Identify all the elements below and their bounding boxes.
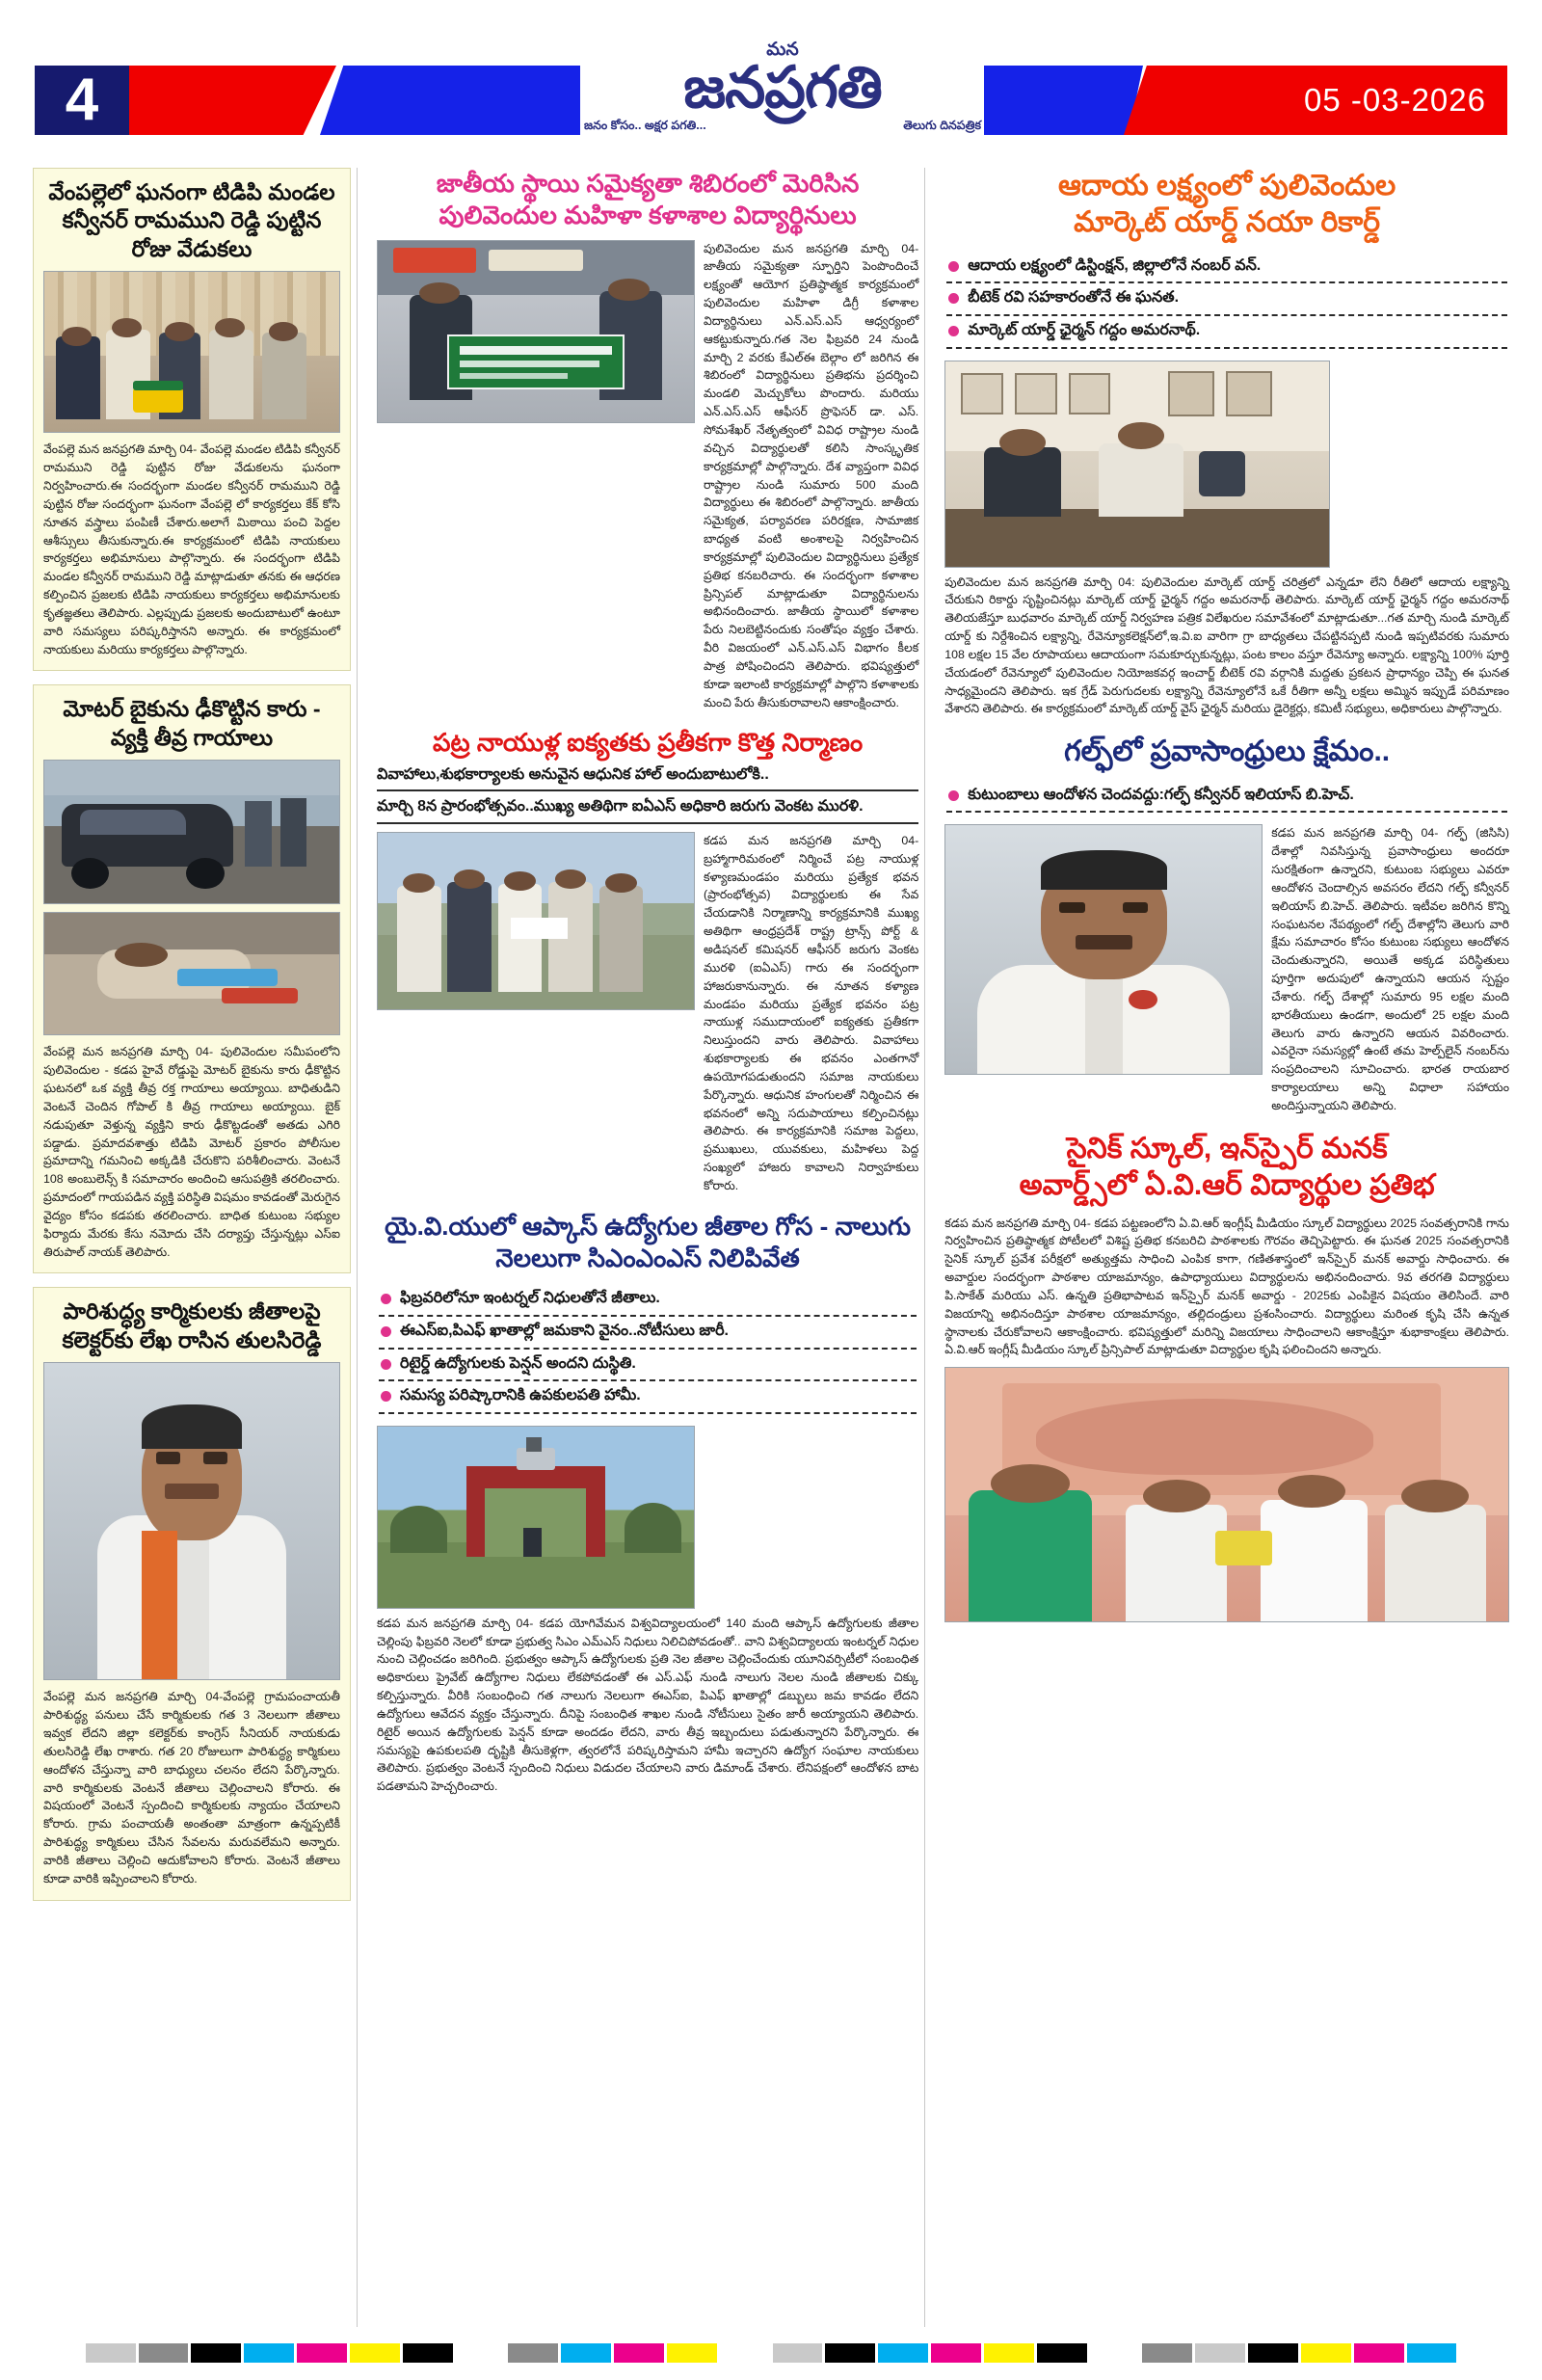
photo-gulf-convener-portrait — [944, 824, 1263, 1075]
tagline-left: జనం కోసం.. అక్షర పగతి... — [584, 118, 706, 132]
color-swatch — [773, 2343, 823, 2363]
color-swatch — [456, 2343, 506, 2363]
body-text: కడప మన జనప్రగతి మార్చి 04- గల్ఫ్ (జిసిసి) దేశాల్లో నివసిస్తున్న ప్రవాసాంధ్రులు అందరూ సురక్షితంగా ఉన్నారని, కుటుంబ సభ్యులు ఎవరూ ఆందోళన చెందాల్సిన అవసరం లేదని గల్ఫ్ కన్వీనర్ ఇలియాస్ బి.హెచ్. తెలిపారు. ఇటీవల జరిగిన కొన్ని సంఘటనల నేపథ్యంలో గల్ఫ్ దేశాల్లోని తెలుగు వారి క్షేమ సమాచారం కోసం కుటుంబ సభ్యులు ఆందోళన చెందుతున్నారని, అయితే అక్కడ పరిస్థితులు పూర్తిగా అదుపులో ఉన్నాయని ఆయన స్పష్టం చేశారు. గల్ఫ్ దేశాల్లో సుమారు 95 లక్షల మంది భారతీయులు ఉండగా, అందులో 25 లక్షల మంది తెలుగు వారు ఉన్నారని ఆయన వివరించారు. ఎవరైనా సమస్యల్లో ఉంటే తమ హెల్ప్‌లైన్ నంబర్‌ను సంప్రదించాలని సూచించారు. భారత రాయబార కార్యాలయాలు అన్ని విధాలా సహాయం అందిస్తున్నాయని తెలిపారు. — [1271, 826, 1509, 1112]
story-gulf-nri-safe — [944, 734, 1509, 1114]
color-swatch — [244, 2343, 294, 2363]
story-bike-accident — [33, 684, 351, 1273]
logo-taglines — [580, 119, 985, 136]
article-columns — [33, 168, 1509, 2327]
story-sanitation-workers-salary — [33, 1287, 351, 1900]
headline: యై.వి.యులో ఆప్కాస్ ఉద్యోగుల జీతాల గోస - నాలుగు నెలలుగా సిఎంఎంఎస్ నిలిపివేత — [385, 1211, 912, 1273]
body-text: కడప మన జనప్రగతి మార్చి 04- బ్రహ్మాగారిమఠంలో నిర్మించే పట్ర నాయుళ్ల కళ్యాణమండపం మరియు ప్రత్యేక భవన (ప్రారంభోత్సవ) విద్యార్థులకు ఈ సేవ చేయడానికి నిర్మాణాన్ని కార్యక్రమానికి ముఖ్య అతిథిగా ఆంధ్రప్రదేశ్ రాష్ట్ర ట్రాన్స్ పోర్ట్ & అడిషనల్ కమిషనర్ ఆఫీసర్ జరుగు వెంకట మురళి (ఐఏఎస్) గారు ఈ సందర్భంగా హాజరుకానున్నారు. ఈ నూతన కళ్యాణ మండపం మరియు ప్రత్యేక భవనం పట్ర నాయుళ్ల సముదాయంలో ఐక్యతకు ప్రతీకగా నిలుస్తుందని వారు తెలిపారు. వివాహాలు శుభకార్యాలకు ఈ భవనం ఎంతగానో ఉపయోగపడుతుందని సమాజ నాయకులు పేర్కొన్నారు. ఆధునిక హంగులతో నిర్మించిన ఈ భవనంలో అన్ని సదుపాయాలు కల్పించినట్లు తెలిపారు. ఈ కార్యక్రమానికి సమాజ పెద్దలు, ప్రముఖులు, యువకులు, మహిళలు పెద్ద సంఖ్యలో హాజరు కావాలని నిర్వాహకులు కోరారు. — [703, 833, 919, 1192]
photo-vempalle-birthday-celebration — [43, 271, 340, 433]
column-divider-1 — [357, 168, 358, 2327]
color-swatch — [1037, 2343, 1087, 2363]
logo-title: జనప్రగతి — [683, 55, 882, 120]
bullet-list — [379, 1284, 917, 1413]
bullet-list — [946, 781, 1507, 814]
bullet-item: కుటుంబాలు ఆందోళన చెందవద్దు:గల్ఫ్ కన్వీనర్ ఇలియాస్ బి.హెచ్. — [946, 781, 1507, 814]
color-swatch — [1407, 2343, 1457, 2363]
bullet-item: రిటైర్డ్ ఉద్యోగులకు పెన్షన్ అందని దుస్థితి. — [379, 1350, 917, 1382]
color-swatch — [720, 2343, 770, 2363]
subheadline-1: వివాహాలు,శుభకార్యాలకు అనువైన ఆధునిక హాల్ అందుబాటులోకి.. — [377, 760, 918, 792]
color-swatch — [931, 2343, 981, 2363]
bullet-item: ఫిబ్రవరిలోనూ ఇంటర్నల్ నిధులతోనే జీతాలు. — [379, 1284, 917, 1317]
headline-line-2: అవార్డ్స్‌లో ఏ.వి.ఆర్ విద్యార్థుల ప్రతిభ — [1019, 1169, 1435, 1202]
color-swatch — [984, 2343, 1034, 2363]
story-university-salaries — [377, 1211, 918, 1796]
body-text: పులివెందుల మన జనప్రగతి మార్చి 04- జాతీయ సమైక్యతా స్ఫూర్తిని పెంపొందించే లక్ష్యంతో ఆయోగ ప్రతిష్ఠాత్మక కార్యక్రమంలో పులివెందుల మహిళా డిగ్రీ కళాశాల విద్యార్థినులు ఎన్.ఎస్.ఎస్ ఆధ్వర్యంలో ఆకట్టుకున్నారు.గత నెల ఫిబ్రవరి 24 నుండి మార్చి 2 వరకు కేఎల్ఈ బెల్గాం లో జరిగిన ఈ శిబిరంలో విద్యార్థినులు ప్రతిభను ప్రదర్శించి మండలి మెచ్చుకోలు పొందారు. మరియు ఎన్.ఎస్.ఎస్ ఆఫీసర్ ప్రొఫెసర్ డా. ఎస్. సోమశేఖర్ నేతృత్వంలో వివిధ రాష్ట్రాల నుండి వచ్చిన విద్యార్థులతో కలిసి సాంస్కృతిక కార్యక్రమాల్లో పాల్గొన్నారు. దేశ వ్యాప్తంగా వివిధ రాష్ట్రాల నుండి సుమారు 500 మంది విద్యార్థులు ఈ శిబిరంలో పాల్గొన్నారు. జాతీయ సమైక్యత, పర్యావరణ పరిరక్షణ, సామాజిక బాధ్యత వంటి అంశాలపై నిర్వహించిన కార్యక్రమాల్లో పులివెందుల విద్యార్థినులు ప్రత్యేక ప్రతిభ కనబరిచారు. ఈ సందర్భంగా కళాశాల ప్రిన్సిపల్ మాట్లాడుతూ విద్యార్థినులను అభినందించారు. జాతీయ స్థాయిలో కళాశాల పేరు నిలబెట్టినందుకు సంతోషం వ్యక్తం చేశారు. వీరి విజయంలో ఎన్.ఎస్.ఎస్ విభాగం కీలక పాత్ర పోషించిందని తెలిపారు. భవిష్యత్తులో కూడా ఇలాంటి కార్యక్రమాల్లో పాల్గొని కళాశాలకు మంచి పేరు తీసుకురావాలని ఆకాంక్షించారు. — [703, 241, 919, 709]
color-swatch — [350, 2343, 400, 2363]
right-column — [944, 168, 1509, 2327]
color-swatch — [297, 2343, 347, 2363]
body-text: వేంపల్లె మన జనప్రగతి మార్చి 04- వేంపల్లె మండల టిడిపి కన్వీనర్ రామముని రెడ్డి పుట్టిన రోజు వేడుకలను ఘనంగా నిర్వహించారు.ఈ సందర్భంగా మండల కన్వీనర్ రామముని రెడ్డి పుట్టిన రోజు సందర్భంగా ఘనంగా వేంపల్లె లో కార్యకర్తలు కేక్ కోసి నూతన వస్త్రాలు పంపిణీ చేశారు.అలాగే మిఠాయి పంచి పెద్దల ఆశీస్సులు తీసుకున్నారు.ఈ కార్యక్రమంలో టిడిపి నాయకులు కార్యకర్తలు అభిమానులు పాల్గొన్నారు. ఈ సందర్భంగా టిడిపి మండల కన్వీనర్ రామముని రెడ్డి మాట్లాడుతూ తనకు ఈ ఆధరణ కల్పించిన ప్రజలకు టిడిపి నాయకులు కార్యకర్తలు అభిమానులకు కృతజ్ఞతలు తెలిపారు. ఎల్లప్పుడు ప్రజలకు అందుబాటులో ఉంటూ వారి సమస్యలు పరిష్కరిస్తానని అన్నారు. ఈ కార్యక్రమంలో నాయకులు మరియు కార్యకర్తలు పాల్గొన్నారు. — [43, 442, 340, 656]
color-swatch — [403, 2343, 453, 2363]
story-vempalle-birthday — [33, 168, 351, 671]
color-swatch — [667, 2343, 717, 2363]
bullet-item: ఆదాయ లక్ష్యంలో డిస్టింక్షన్, జిల్లాలోనే నంబర్ వన్. — [946, 252, 1507, 284]
headline: పారిశుద్ధ్య కార్మికులకు జీతాలపై కలెక్టర్‌కు లేఖ రాసిన తులసిరెడ్డి — [62, 1298, 322, 1352]
photo-community-hall-handover — [377, 832, 695, 1010]
color-swatch — [1301, 2343, 1351, 2363]
masthead — [35, 40, 1507, 156]
subheadline-2: మార్చి 8న ప్రారంభోత్సవం..ముఖ్య అతిథిగా ఐఏఎస్ అధికారి జరుగు వెంకట మురళి. — [377, 791, 918, 824]
color-swatch — [139, 2343, 189, 2363]
photo-press-meet-officials — [944, 361, 1330, 568]
newspaper-logo — [580, 40, 985, 136]
story-market-yard-record — [944, 168, 1509, 718]
headline-line-1: ఆదాయ లక్ష్యంలో పులివెందుల — [1057, 170, 1396, 201]
body-text: వేంపల్లె మన జనప్రగతి మార్చి 04- పులివెందుల సమీపంలోని పులివెందుల - కడప హైవే రోడ్డుపై మోటర్ బైకును కారు ఢీకొట్టిన ఘటనలో ఒక వ్యక్తి తీవ్ర రక్త గాయాలు అయ్యాయి. బాధితుడిని వెంటనే చెందిన గోపాల్ కి తీవ్ర గాయాలు అయ్యాయి. బైక్ నడుపుతూ వెళ్తున్న వ్యక్తిని కారు ఢీకొట్టడంతో అతడు ఎగిరి పడ్డాడు. ప్రమాదవశాత్తు టిడిపి మోటర్ ప్రకారం పోలీసుల ప్రమాదాన్ని గమనించి అక్కడికి చేరుకొని పరిశీలించారు. వెంటనే 108 అంబులెన్స్ కి సమాచారం అందించి ఆసుపత్రికి తరలించారు. ప్రమాదంలో గాయపడిన వ్యక్తి పరిస్థితి విషమం కావడంతో మెరుగైన వైద్యం కోసం కడపకు తరలించారు. బాధిత కుటుంబ సభ్యుల ఫిర్యాదు మేరకు కేసు నమోదు చేసి దర్యాప్తు చేస్తున్నట్లు ఎస్ఐ తిరుపాల్ నాయక్ తెలిపారు. — [43, 1045, 340, 1259]
color-swatch — [86, 2343, 136, 2363]
body-text: కడప మన జనప్రగతి మార్చి 04- కడప పట్టణంలోని ఏ.వి.ఆర్ ఇంగ్లీష్ మీడియం స్కూల్ విద్యార్థులు 2025 సంవత్సరానికి గాను నిర్వహించిన ప్రతిష్ఠాత్మక పోటీలలో విశిష్ట ప్రతిభ కనబరిచి పాఠశాలకు గౌరవం తెచ్చిపెట్టారు. ఈ ఘనత 2025 సంవత్సరానికి సైనిక్ స్కూల్ ప్రవేశ పరీక్షలో అత్యుత్తమ సాధించి ఎంపిక కాగా, గణితశాస్త్రంలో ఇన్‌స్పైర్ మనక్ అవార్డు సాధించారు. ఈ అవార్డుల సందర్భంగా పాఠశాల యాజమాన్యం, ఉపాధ్యాయులు విద్యార్థులను అభినందించారు. 9వ తరగతి విద్యార్థులు పి.సాకేత్ మరియు ఎస్. ఉన్నతి ప్రతిభాపాటవ ఇన్‌స్పైర్ మనక్ అవార్డు - 2025కు ఎంపికైన విషయం తెలిసిందే. వారి విజయాన్ని అభినందిస్తూ పాఠశాల యాజమాన్యం, తల్లిదండ్రులు ప్రశంసించారు. విద్యార్థులు మరింత కృషి చేసి ఉన్నత స్థానాలకు చేరుకోవాలని ఆకాంక్షించారు. భవిష్యత్తులో మరిన్ని విజయాలు సాధించాలని ఆకాంక్షిస్తూ శుభాకాంక్షలు తెలిపారు. ఏ.వి.ఆర్ ఇంగ్లీష్ మీడియం స్కూల్ ప్రిన్సిపాల్ మాట్లాడుతూ విద్యార్థుల కృషి ఫలించిందని అన్నారు. — [944, 1216, 1509, 1357]
bullet-item: సమస్య పరిష్కారానికి ఉపకులపతి హామీ. — [379, 1381, 917, 1414]
body-text: వేంపల్లె మన జనప్రగతి మార్చి 04-వేంపల్లె గ్రామపంచాయతీ పారిశుద్ధ్య పనులు చేసే కార్మికులకు గత 3 నెలలుగా జీతాలు ఇవ్వక లేదని జిల్లా కలెక్టర్‌కు కాంగ్రెస్ సీనియర్ నాయకుడు తులసిరెడ్డి లేఖ రాశారు. గత 20 రోజులుగా పారిశుద్ధ్య కార్మికులు ఆందోళన చేస్తున్నా వారి బాధ్యులు చలనం లేదని పేర్కొన్నారు. వారి కార్మికులకు వెంటనే జీతాలు చెల్లించాలని కోరారు. ఈ విషయంలో వెంటనే స్పందించి కార్మికులకు న్యాయం చేయాలని కోరారు. గ్రామ పంచాయతీ అంతంతా మాత్రంగా ఉన్నప్పటికీ పారిశుద్ధ్య కార్మికులు చేసిన సేవలను మరువలేమని అన్నారు. వారికి జీతాలు చెల్లించి ఆదుకోవాలని కోరారు. వెంటనే జీతాలు కూడా వారికి ఇప్పించాలని కోరారు. — [43, 1690, 340, 1885]
color-swatch — [561, 2343, 611, 2363]
bullet-item: బీటెక్ రవి సహకారంతోనే ఈ ఘనత. — [946, 283, 1507, 316]
color-swatch — [33, 2343, 83, 2363]
color-swatch — [1142, 2343, 1192, 2363]
headline-line-1: సైనిక్ స్కూల్, ఇన్‌స్పైర్ మనక్ — [1066, 1132, 1388, 1164]
color-swatch — [1195, 2343, 1245, 2363]
headline: గల్ఫ్‌లో ప్రవాసాంధ్రులు క్షేమం.. — [1064, 735, 1391, 768]
color-swatch — [508, 2343, 558, 2363]
color-swatch — [1459, 2343, 1509, 2363]
story-avr-students-awards — [944, 1131, 1509, 1623]
left-column — [33, 168, 351, 2327]
masthead-blue-left-band — [320, 66, 580, 135]
tagline-right: తెలుగు దినపత్రిక — [903, 118, 981, 132]
photo-students-drawing-award — [944, 1367, 1509, 1622]
bullet-list — [946, 252, 1507, 349]
logo-prefix: మన — [766, 40, 799, 60]
bullet-item: మార్కెట్ యార్డ్ ఛైర్మన్ గద్దం అమరనాథ్. — [946, 316, 1507, 349]
bullet-item: ఈఎస్ఐ,పిఎఫ్ ఖాతాల్లో జమకాని వైనం..నోటీసులు జారీ. — [379, 1317, 917, 1350]
color-swatch — [878, 2343, 928, 2363]
headline-line-2: మార్కెట్ యార్డ్ నయా రికార్డ్ — [1074, 206, 1381, 239]
color-swatch — [614, 2343, 664, 2363]
color-registration-bar — [33, 2343, 1509, 2363]
body-text: కడప మన జనప్రగతి మార్చి 04- కడప యోగివేమన విశ్వవిద్యాలయంలో 140 మంది ఆప్కాస్ ఉద్యోగులకు జీతాల చెల్లింపు ఫిబ్రవరి నెలలో కూడా ప్రభుత్వ సిఎం ఎమ్ఎస్ నిధులు నిలిచిపోవడంతో.. వాని విశ్వవిద్యాలయ ఇంటర్నల్ నిధుల నుంచి చెల్లించడం జరిగింది. ప్రభుత్వం ఆప్కాస్ ఉద్యోగులకు ప్రతి నెల జీతాల చెల్లించేందుకు యూనివర్సిటీలో సంబంధిత అధికారులు ప్రైవేట్ ఉద్యోగాల నిధులు లేకపోవడంతో ఈ ఎస్.ఎఫ్ నుండి నాలుగు నెలల నుండి జీతాలకు చిక్కు కల్పిస్తున్నారు. వీరికి సంబంధించి గత నాలుగు నెలలుగా ఈఎస్ఐ, పిఎఫ్ ఖాతాల్లో డబ్బులు జమ కావడం లేదని ఉద్యోగులు ఆవేదన వ్యక్తం చేస్తున్నారు. దీనిపై సంబంధిత శాఖల నుండి నోటీసులు సైతం జారీ అయ్యాయని తెలిపారు. రిటైర్ అయిన ఉద్యోగులకు పెన్షన్ కూడా అందడం లేదని, వారు తీవ్ర ఇబ్బందులు పడుతున్నారని పేర్కొన్నారు. ఈ సమస్యపై ఉపకులపతి దృష్టికి తీసుకెళ్లగా, త్వరలోనే పరిష్కరిస్తామని హామీ ఇచ్చారని ఉద్యోగ సంఘాల నాయకులు తెలిపారు. ప్రభుత్వం వెంటనే స్పందించి నిధులు విడుదల చేయాలని వారు డిమాండ్ చేశారు. లేనిపక్షంలో ఆందోళన బాట పడతామని హెచ్చరించారు. — [376, 1616, 919, 1794]
color-swatch — [1090, 2343, 1140, 2363]
masthead-blue-right-band — [984, 66, 1143, 135]
headline: పట్ర నాయుళ్ల ఐక్యతకు ప్రతీకగా కొత్త నిర్మాణం — [433, 728, 864, 758]
color-swatch — [191, 2343, 241, 2363]
publication-date: 05 -03-2026 — [1304, 82, 1486, 118]
column-divider-2 — [924, 168, 925, 2327]
body-text: పులివెందుల మన జనప్రగతి మార్చి 04: పులివెందుల మార్కెట్ యార్డ్ చరిత్రలో ఎన్నడూ లేని రీతిలో ఆదాయ లక్ష్యాన్ని చేరుకుని రికార్డు సృష్టించినట్లు మార్కెట్ యార్డ్ ఛైర్మన్ గద్దం అమరనాథ్ తెలిపారు. మార్కెట్ యార్డ్ ఛైర్మన్ గద్దం అమరనాథ్ తెలియజేస్తూ బుధవారం మార్కెట్ యార్డ్ నిర్వహణ పత్రిక విలేఖరుల సమావేశంలో మాట్లాడుతూ...గత మార్చి నుండి మార్కెట్ యార్డ్ కు నిర్దేశించిన లక్ష్యాన్ని, రేవెన్యూకలెక్షన్‌లో,ఇ.వి.ఐ వారిగా గ్రా బాధ్యతలు చేపట్టినప్పటి నుండి ఇప్పటివరకు సుమారు 108 లక్షల 15 వేల రూపాయలు ఆదాయంగా సమకూర్చుకున్నట్లు, పంట కాలం వస్తూ రేవెన్యూ అన్నారు. లక్ష్యాన్ని 100% పూర్తి చేయడంలో రేవెన్యూలో పులివెందుల నియోజకవర్గ ఇంచార్జ్ బీటెక్ రవి వర్గానికి మద్దతు ప్రకటన ప్రాధాన్యం చెప్పి ఈ ఘనత సాధ్యమైందని తెలిపారు. ఇక గ్రేడ్ పెరుగుదలకు లక్ష్యాన్ని రేవెన్యూలోనే ఒకే రీతిగా అన్నీ లక్షలు అమ్మిన ఇప్పుడే పరిమాణం వేశారని తెలిపారు. ఈ కార్యక్రమంలో మార్కెట్ యార్డ్ వైస్ ఛైర్మన్ మరియు డైరెక్టర్లు, కమిటీ సభ్యులు, అధికారులు పాల్గొన్నారు. — [944, 575, 1509, 716]
headline: మోటర్ బైకును ఢీకొట్టిన కారు - వ్యక్తి తీవ్ర గాయాలు — [63, 696, 321, 750]
story-community-hall — [377, 727, 918, 1194]
photo-tulasireddy-portrait — [43, 1362, 340, 1680]
photo-injured-person-road — [43, 912, 340, 1035]
photo-national-integration-camp-banner — [377, 240, 695, 423]
masthead-red-left-band — [129, 66, 336, 135]
headline: జాతీయ స్థాయి సమైక్యతా శిబిరంలో మెరిసిన పులివెందుల మహిళా కళాశాల విద్యార్థినులు — [436, 169, 860, 230]
story-integration-camp — [377, 168, 918, 711]
color-swatch — [825, 2343, 875, 2363]
page-number: 4 — [35, 66, 129, 135]
photo-university-entrance-arch — [377, 1426, 695, 1609]
photo-accident-car-damaged — [43, 760, 340, 904]
middle-column — [377, 168, 918, 2327]
color-swatch — [1248, 2343, 1298, 2363]
headline: వేంపల్లెలో ఘనంగా టిడిపి మండల కన్వీనర్ రామముని రెడ్డి పుట్టిన రోజు వేడుకలు — [48, 179, 335, 261]
color-swatch — [1354, 2343, 1404, 2363]
